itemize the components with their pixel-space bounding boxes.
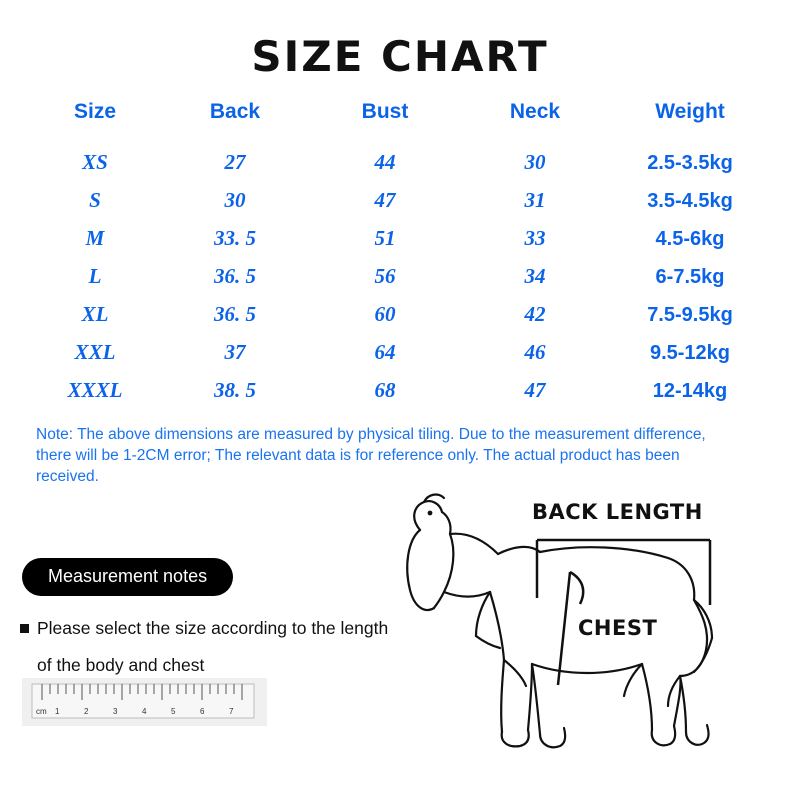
cell-back: 37 bbox=[224, 340, 246, 364]
cell-neck: 30 bbox=[524, 150, 546, 174]
svg-text:2: 2 bbox=[84, 707, 89, 716]
bullet-text-line-1: Please select the size according to the length bbox=[37, 618, 389, 638]
cell-weight: 9.5-12kg bbox=[649, 342, 731, 364]
measurement-notes-badge: Measurement notes bbox=[22, 558, 233, 596]
cell-size: M bbox=[85, 226, 105, 250]
table-row bbox=[30, 378, 770, 416]
column-header-neck: Neck bbox=[509, 100, 561, 123]
measurement-disclaimer: Note: The above dimensions are measured by physical tiling. Due to the measurement difference, there will be 1-2CM error; The relevant data is for reference only. The actual product has been received. bbox=[36, 426, 706, 485]
cell-neck: 46 bbox=[524, 340, 546, 364]
cell-size: XXXL bbox=[67, 378, 123, 402]
cell-weight: 12-14kg bbox=[652, 380, 728, 402]
cell-weight: 7.5-9.5kg bbox=[647, 304, 733, 326]
svg-text:6: 6 bbox=[200, 707, 205, 716]
back-length-label: BACK LENGTH bbox=[532, 500, 703, 524]
cell-weight: 2.5-3.5kg bbox=[647, 152, 733, 174]
table-row bbox=[30, 340, 770, 378]
column-header-weight: Weight bbox=[655, 100, 725, 123]
chest-measure-line bbox=[558, 572, 570, 685]
cell-bust: 51 bbox=[374, 226, 396, 250]
table-row bbox=[30, 302, 770, 340]
size-chart-table bbox=[30, 100, 770, 416]
cell-neck: 33 bbox=[524, 226, 546, 250]
cell-back: 36. 5 bbox=[214, 302, 256, 326]
cell-back: 27 bbox=[224, 150, 246, 174]
cell-back: 36. 5 bbox=[214, 264, 256, 288]
cell-neck: 42 bbox=[524, 302, 546, 326]
ruler-icon bbox=[22, 678, 267, 726]
cell-back: 33. 5 bbox=[214, 226, 256, 250]
cell-neck: 47 bbox=[524, 378, 546, 402]
svg-text:5: 5 bbox=[171, 707, 176, 716]
cell-weight: 4.5-6kg bbox=[655, 228, 725, 250]
cell-weight: 3.5-4.5kg bbox=[647, 190, 733, 212]
cell-bust: 56 bbox=[374, 264, 396, 288]
column-header-bust: Bust bbox=[361, 100, 409, 123]
cell-size: S bbox=[89, 188, 101, 212]
cell-bust: 60 bbox=[374, 302, 396, 326]
cell-back: 30 bbox=[224, 188, 246, 212]
column-header-size: Size bbox=[73, 100, 117, 123]
table-row bbox=[30, 264, 770, 302]
svg-text:7: 7 bbox=[229, 707, 234, 716]
table-row bbox=[30, 188, 770, 226]
cell-bust: 47 bbox=[374, 188, 396, 212]
cell-weight: 6-7.5kg bbox=[655, 266, 725, 288]
cell-size: L bbox=[88, 264, 102, 288]
table-row bbox=[30, 226, 770, 264]
ruler-unit-label: cm bbox=[36, 707, 47, 716]
chest-label: CHEST bbox=[578, 616, 658, 640]
column-header-back: Back bbox=[209, 100, 261, 123]
table-header-row bbox=[30, 100, 770, 144]
table-row bbox=[30, 150, 770, 188]
cell-bust: 68 bbox=[374, 378, 396, 402]
cell-size: XXL bbox=[74, 340, 116, 364]
ruler-illustration bbox=[22, 678, 267, 726]
cell-size: XL bbox=[81, 302, 109, 326]
cell-back: 38. 5 bbox=[214, 378, 256, 402]
cell-bust: 44 bbox=[374, 150, 396, 174]
bullet-item bbox=[20, 618, 388, 639]
page-title: SIZE CHART bbox=[251, 32, 549, 81]
svg-text:3: 3 bbox=[113, 707, 118, 716]
svg-text:1: 1 bbox=[55, 707, 60, 716]
cell-size: XS bbox=[82, 150, 108, 174]
bullet-text-line-2: of the body and chest bbox=[37, 655, 205, 675]
chest-measure-curve bbox=[570, 572, 583, 604]
svg-text:4: 4 bbox=[142, 707, 147, 716]
cell-bust: 64 bbox=[374, 340, 396, 364]
cell-neck: 31 bbox=[524, 188, 546, 212]
cell-neck: 34 bbox=[524, 264, 546, 288]
bullet-square-icon bbox=[20, 624, 29, 633]
